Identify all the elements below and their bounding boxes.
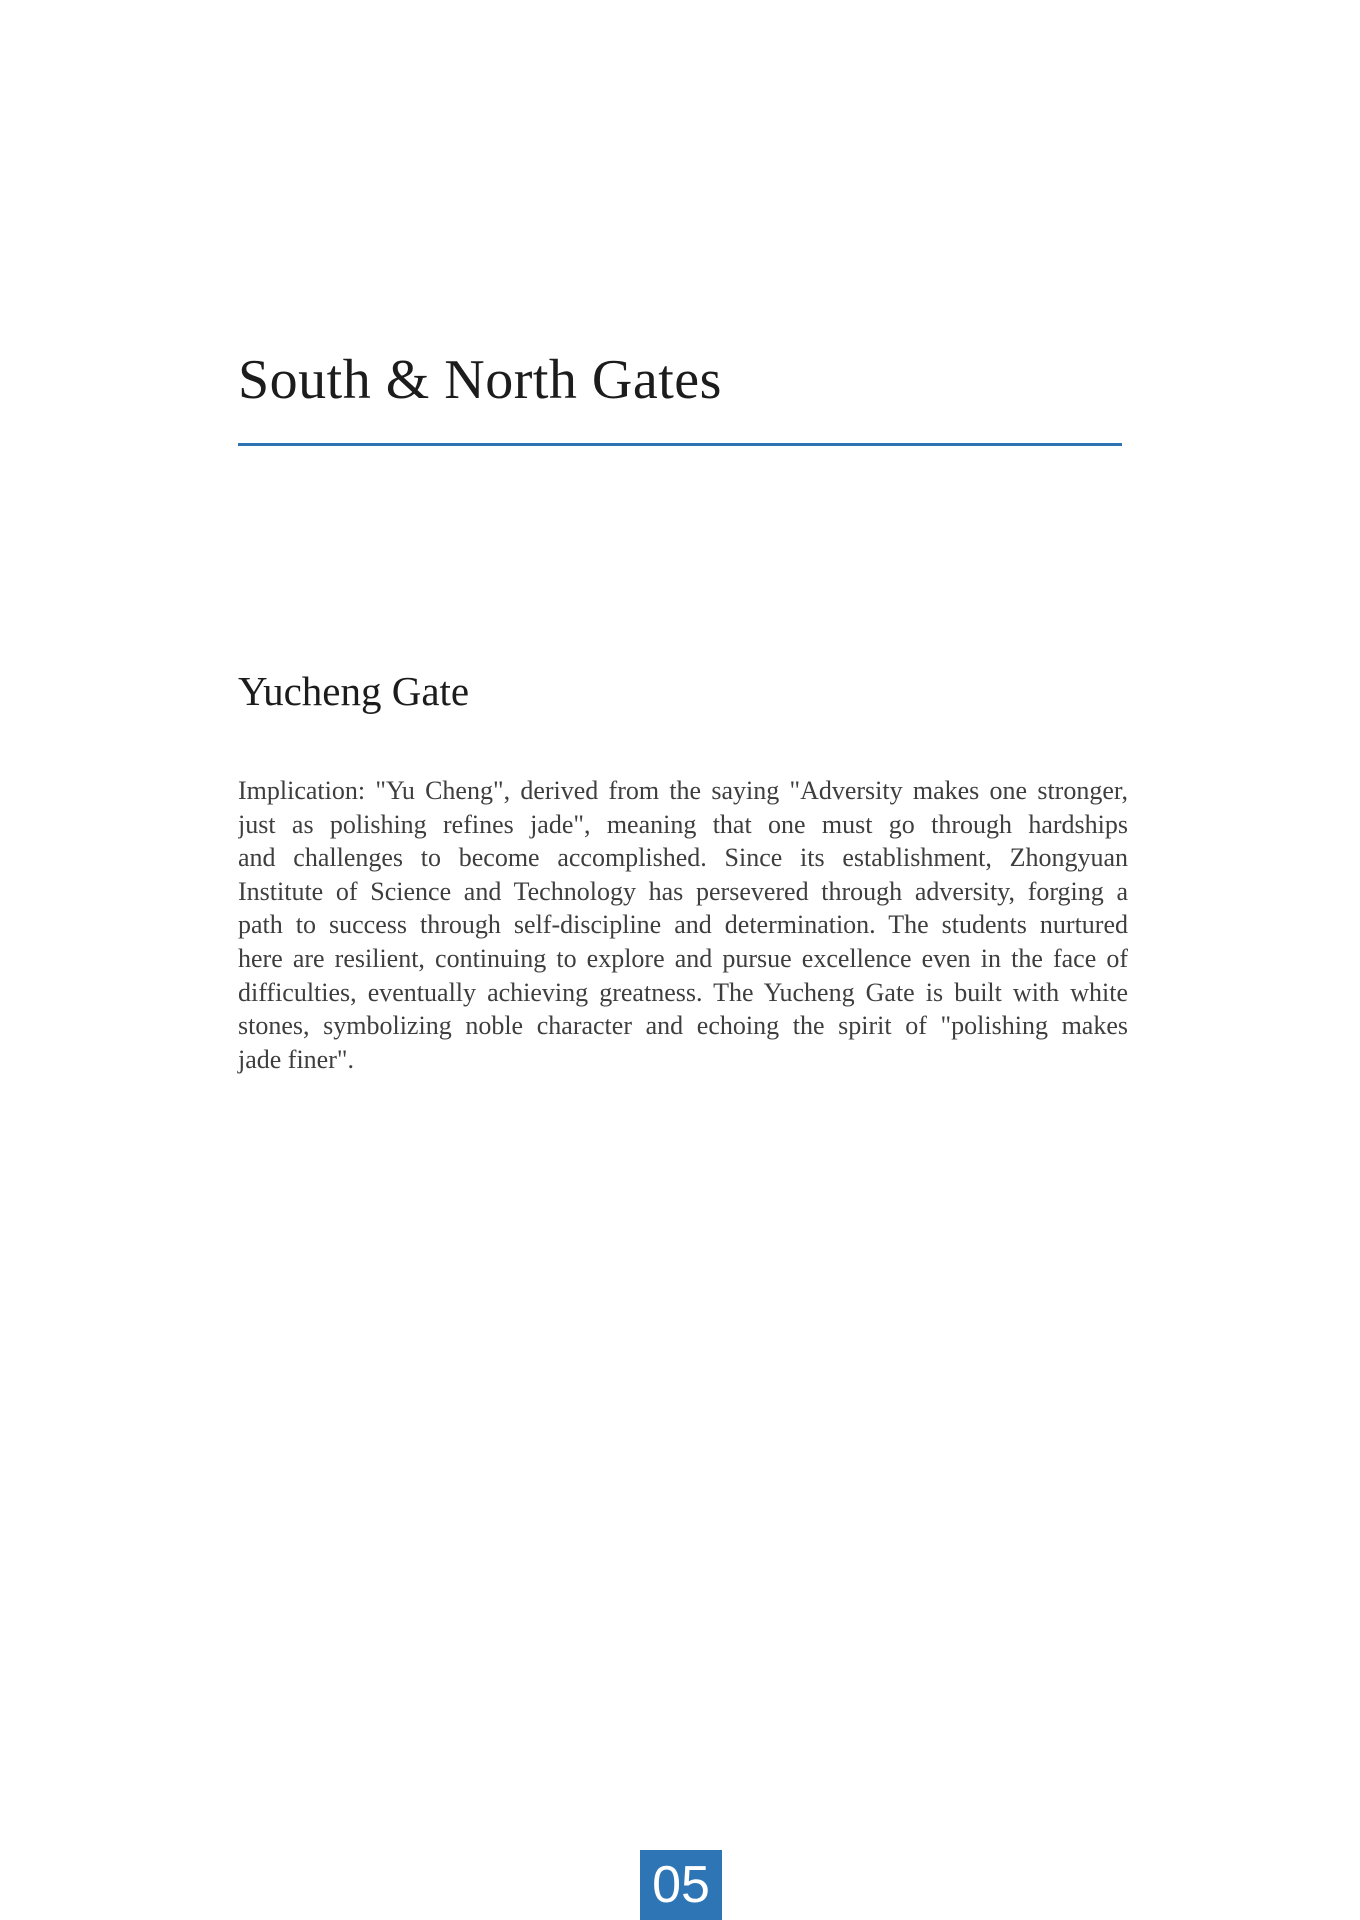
body-paragraph [238,774,1128,1076]
title-underline-rule [238,443,1122,446]
paragraph-line: Institute of Science and Technology has persevered through adversity, forging a [238,876,1128,906]
page-number: 05 [652,1856,710,1914]
paragraph-line: and challenges to become accomplished. Since its establishment, Zhongyuan [238,843,1128,873]
paragraph-line: difficulties, eventually achieving greatness. The Yucheng Gate is built with white [238,977,1128,1007]
paragraph-line: stones, symbolizing noble character and echoing the spirit of "polishing makes [238,1011,1128,1041]
page-number-badge [640,1850,722,1920]
paragraph-line: just as polishing refines jade", meaning that one must go through hardships [238,809,1128,839]
paragraph-line: jade finer". [238,1044,354,1074]
section-heading: Yucheng Gate [238,668,470,714]
page-title: South & North Gates [238,349,722,411]
paragraph-line: Implication: "Yu Cheng", derived from the saying "Adversity makes one stronger, [238,776,1128,805]
paragraph-line: here are resilient, continuing to explore and pursue excellence even in the face of [238,943,1128,973]
paragraph-line: path to success through self-discipline and determination. The students nurtured [238,910,1128,940]
